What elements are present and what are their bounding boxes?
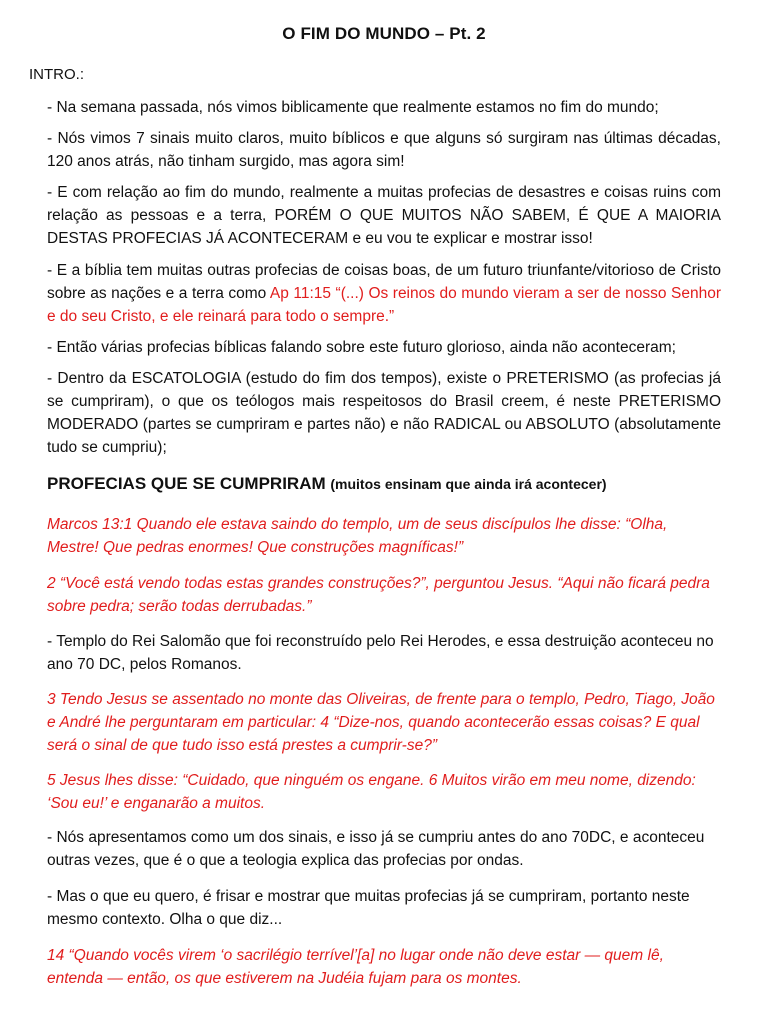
verse-paragraph: 14 “Quando vocês virem ‘o sacrilégio terrível’[a] no lugar onde não deve estar — quem lê, entenda — então, os que estiverem na Judéia fujam para os montes.: [47, 947, 664, 987]
verse-paragraph: 2 “Você está vendo todas estas grandes construções?”, perguntou Jesus. “Aqui não ficará pedra sobre pedra; serão todas derrubadas.”: [47, 575, 710, 615]
verse-paragraph: 3 Tendo Jesus se assentado no monte das Oliveiras, de frente para o templo, Pedro, Tiago, João e André lhe perguntaram em particular: 4 “Dize-nos, quando acontecerão essas coisas? E qual será o sinal de que tudo isso está prestes a cumprir-se?”: [47, 691, 715, 754]
page-title: O FIM DO MUNDO – Pt. 2: [282, 24, 486, 43]
intro-paragraph-3: - E com relação ao fim do mundo, realmente a muitas profecias de desastres e coisas ruins com relação as pessoas e a terra, PORÉM O QUE MUITOS NÃO SABEM, É QUE A MAIORIA DESTAS PROFECIAS JÁ ACONTECERAM e eu vou te explicar e mostrar isso!: [47, 184, 721, 247]
note-paragraph: - Templo do Rei Salomão que foi reconstruído pelo Rei Herodes, e essa destruição aconteceu no ano 70 DC, pelos Romanos.: [47, 633, 714, 673]
verse-paragraph: 5 Jesus lhes disse: “Cuidado, que ninguém os engane. 6 Muitos virão em meu nome, dizendo: ‘Sou eu!’ e enganarão a muitos.: [47, 772, 696, 812]
verse-reference-ap-11-15: Ap 11:15 “(...) Os reinos do mundo vieram a ser de nosso Senhor e do seu Cristo, e ele reinará para todo o sempre.”: [47, 285, 721, 325]
intro-paragraph-4: - Então várias profecias bíblicas falando sobre este futuro glorioso, ainda não aconteceram;: [47, 339, 676, 356]
good-prophecies-text: - E a bíblia tem muitas outras profecias de coisas boas, de um futuro triunfante/vitorioso de Cristo sobre as nações e a terra como: [47, 262, 721, 302]
section-heading: [47, 474, 737, 494]
section-heading-subtitle: (muitos ensinam que ainda irá acontecer): [330, 476, 607, 492]
intro-label: INTRO.:: [29, 66, 84, 83]
verse-paragraph: Marcos 13:1 Quando ele estava saindo do templo, um de seus discípulos lhe disse: “Olha, Mestre! Que pedras enormes! Que construções magníficas!”: [47, 516, 668, 556]
good-prophecies-paragraph: [47, 259, 721, 328]
note-paragraph: - Mas o que eu quero, é frisar e mostrar que muitas profecias já se cumpriram, portanto neste mesmo contexto. Olha o que diz...: [47, 888, 690, 928]
note-paragraph: - Nós apresentamos como um dos sinais, e isso já se cumpriu antes do ano 70DC, e aconteceu outras vezes, que é o que a teologia explica das profecias por ondas.: [47, 829, 705, 869]
intro-paragraph-1: - Na semana passada, nós vimos biblicamente que realmente estamos no fim do mundo;: [47, 99, 659, 116]
intro-paragraph-5: - Dentro da ESCATOLOGIA (estudo do fim dos tempos), existe o PRETERISMO (as profecias já se cumpriram), o que os teólogos mais respeitosos do Brasil creem, é neste PRETERISMO MODERADO (partes se cumpriram e partes não) e não RADICAL ou ABSOLUTO (absolutamente tudo se cumpriu);: [47, 370, 721, 456]
section-heading-title: PROFECIAS QUE SE CUMPRIRAM: [47, 474, 326, 493]
intro-paragraph-2: - Nós vimos 7 sinais muito claros, muito bíblicos e que alguns só surgiram nas últimas décadas, 120 anos atrás, não tinham surgido, mas agora sim!: [47, 130, 721, 170]
